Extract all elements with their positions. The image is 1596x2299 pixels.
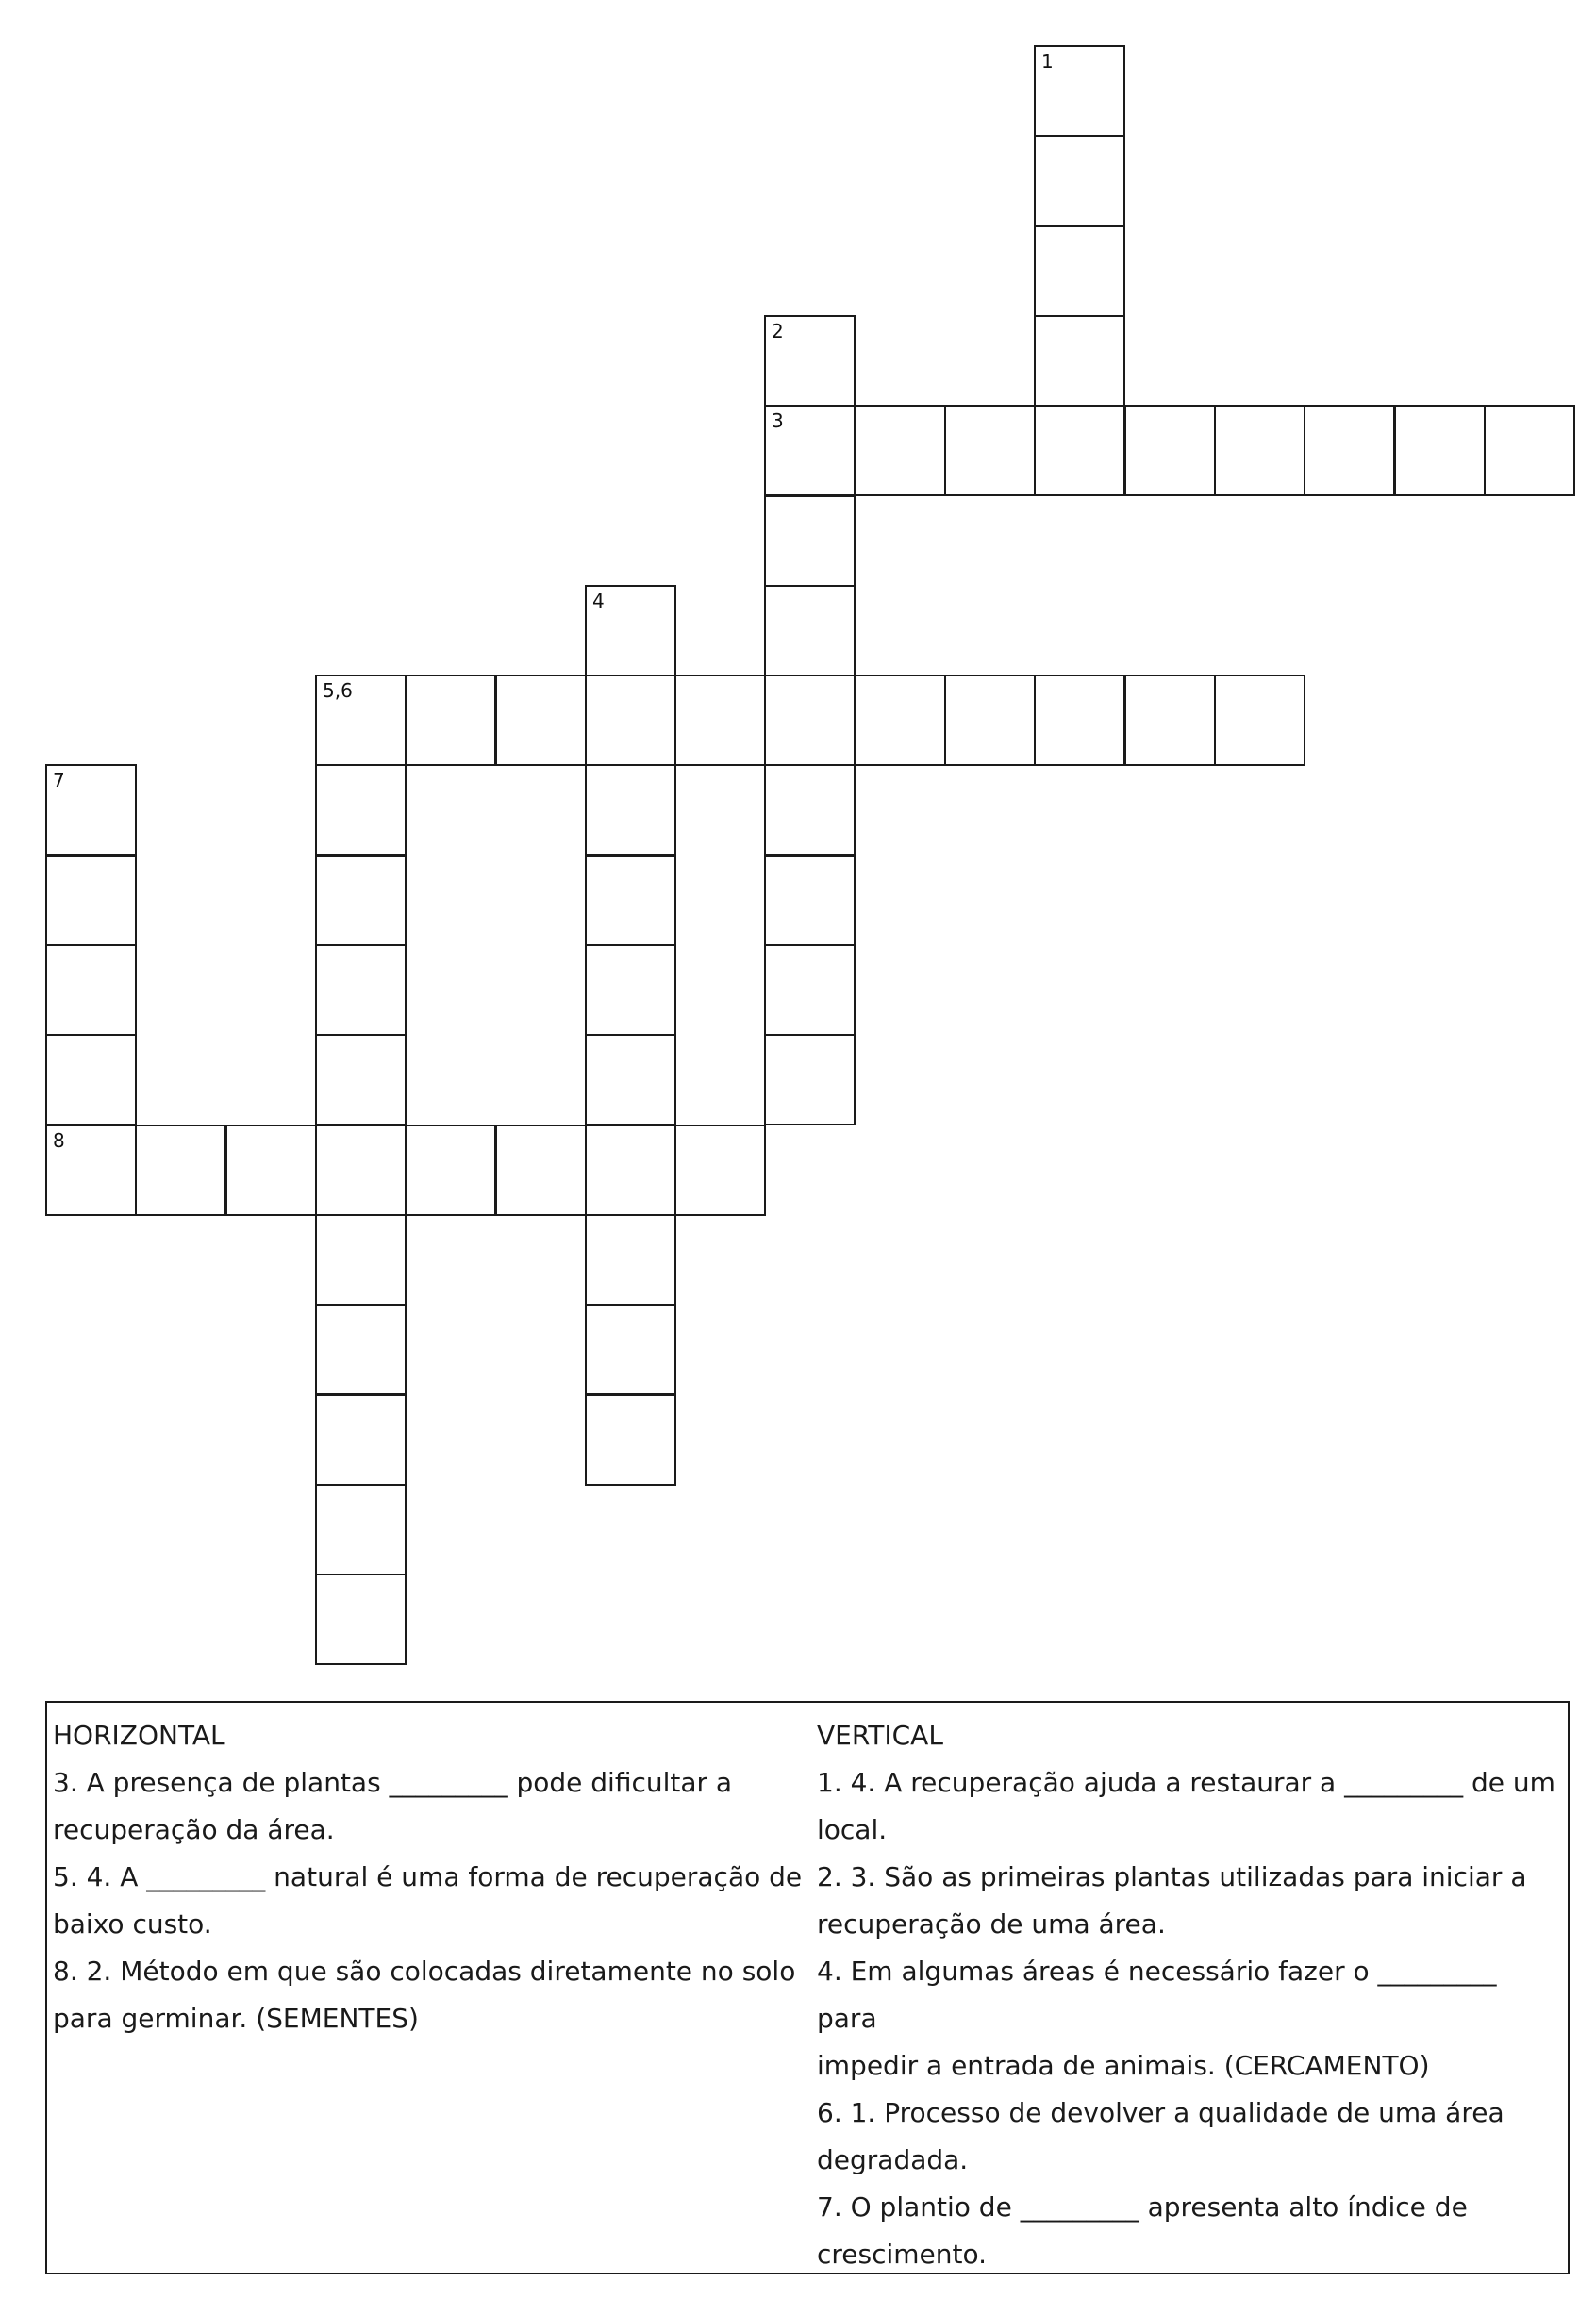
crossword-cell[interactable] [315, 1484, 407, 1575]
crossword-cell[interactable] [405, 675, 496, 766]
horizontal-clue-line: baixo custo. [53, 1908, 212, 1940]
horizontal-clue-line: 5. 4. A _________ natural é uma forma de recuperação de [53, 1861, 803, 1892]
vertical-clue-line: recuperação de uma área. [817, 1908, 1166, 1940]
crossword-cell[interactable] [45, 855, 137, 946]
vertical-clue-line: degradada. [817, 2144, 969, 2175]
crossword-cell[interactable] [315, 944, 407, 1036]
crossword-cell[interactable] [405, 1125, 496, 1216]
vertical-clue-line: 7. O plantio de _________ apresenta alto índice de [817, 2191, 1468, 2223]
crossword-cell[interactable] [585, 1394, 676, 1486]
horizontal-clue-line: recuperação da área. [53, 1814, 335, 1845]
crossword-cell[interactable] [944, 675, 1036, 766]
vertical-clue-line: crescimento. [817, 2239, 988, 2270]
crossword-cell[interactable] [1034, 675, 1125, 766]
crossword-cell[interactable] [1304, 405, 1395, 496]
clue-number: 3 [772, 409, 784, 432]
crossword-cell[interactable] [764, 585, 856, 676]
crossword-cell[interactable] [315, 1574, 407, 1665]
crossword-cell[interactable] [585, 1034, 676, 1125]
crossword-cell[interactable] [764, 495, 856, 587]
vertical-clue-line: impedir a entrada de animais. (CERCAMENTO) [817, 2050, 1430, 2081]
clue-number: 5,6 [323, 679, 353, 702]
crossword-cell[interactable] [674, 1125, 766, 1216]
crossword-cell[interactable] [45, 764, 137, 856]
crossword-cell[interactable] [1214, 405, 1305, 496]
crossword-cell[interactable] [495, 675, 587, 766]
crossword-cell[interactable] [585, 585, 676, 676]
clues-box [45, 1701, 1570, 2274]
crossword-cell[interactable] [585, 675, 676, 766]
crossword-cell[interactable] [315, 855, 407, 946]
crossword-cell[interactable] [495, 1125, 587, 1216]
crossword-cell[interactable] [1214, 675, 1305, 766]
vertical-heading: VERTICAL [817, 1720, 943, 1751]
crossword-cell[interactable] [764, 944, 856, 1036]
crossword-cell[interactable] [585, 1125, 676, 1216]
crossword-cell[interactable] [315, 1394, 407, 1486]
horizontal-clue-line: 8. 2. Método em que são colocadas diretamente no solo [53, 1956, 796, 1987]
crossword-cell[interactable] [315, 1125, 407, 1216]
crossword-cell[interactable] [1034, 225, 1125, 317]
crossword-cell[interactable] [135, 1125, 226, 1216]
crossword-cell[interactable] [45, 944, 137, 1036]
crossword-cell[interactable] [764, 315, 856, 407]
crossword-cell[interactable] [1484, 405, 1575, 496]
crossword-cell[interactable] [855, 675, 946, 766]
crossword-cell[interactable] [1034, 45, 1125, 137]
horizontal-clue-line: 3. A presença de plantas _________ pode dificultar a [53, 1767, 733, 1798]
crossword-cell[interactable] [1124, 405, 1216, 496]
clue-number: 1 [1041, 50, 1054, 73]
horizontal-heading: HORIZONTAL [53, 1720, 225, 1751]
crossword-cell[interactable] [585, 1304, 676, 1395]
crossword-cell[interactable] [315, 1034, 407, 1125]
clue-number: 7 [53, 769, 65, 791]
crossword-cell[interactable] [1034, 405, 1125, 496]
crossword-cell[interactable] [225, 1125, 317, 1216]
clue-number: 2 [772, 320, 784, 342]
crossword-cell[interactable] [585, 1214, 676, 1306]
crossword-cell[interactable] [944, 405, 1036, 496]
crossword-cell[interactable] [585, 944, 676, 1036]
crossword-cell[interactable] [315, 675, 407, 766]
crossword-cell[interactable] [1034, 315, 1125, 407]
vertical-clues [817, 1712, 1564, 2278]
crossword-cell[interactable] [585, 764, 676, 856]
crossword-cell[interactable] [45, 1125, 137, 1216]
horizontal-clues [53, 1712, 807, 2042]
clue-number: 4 [592, 590, 605, 612]
crossword-cell[interactable] [315, 764, 407, 856]
vertical-clue-line: local. [817, 1814, 888, 1845]
crossword-cell[interactable] [674, 675, 766, 766]
vertical-clue-line: 1. 4. A recuperação ajuda a restaurar a _________ de um [817, 1767, 1555, 1798]
clue-number: 8 [53, 1129, 65, 1152]
crossword-cell[interactable] [1394, 405, 1486, 496]
crossword-cell[interactable] [315, 1304, 407, 1395]
crossword-cell[interactable] [585, 855, 676, 946]
crossword-cell[interactable] [764, 855, 856, 946]
horizontal-clue-line: para germinar. (SEMENTES) [53, 2003, 419, 2034]
crossword-cell[interactable] [764, 764, 856, 856]
crossword-cell[interactable] [764, 405, 856, 496]
crossword-cell[interactable] [315, 1214, 407, 1306]
vertical-clue-line: 6. 1. Processo de devolver a qualidade de uma área [817, 2097, 1505, 2128]
vertical-clue-line: 4. Em algumas áreas é necessário fazer o _________ para [817, 1956, 1497, 2034]
crossword-cell[interactable] [855, 405, 946, 496]
crossword-cell[interactable] [764, 675, 856, 766]
crossword-cell[interactable] [1124, 675, 1216, 766]
crossword-cell[interactable] [1034, 135, 1125, 226]
crossword-cell[interactable] [45, 1034, 137, 1125]
crossword-cell[interactable] [764, 1034, 856, 1125]
vertical-clue-line: 2. 3. São as primeiras plantas utilizadas para iniciar a [817, 1861, 1527, 1892]
